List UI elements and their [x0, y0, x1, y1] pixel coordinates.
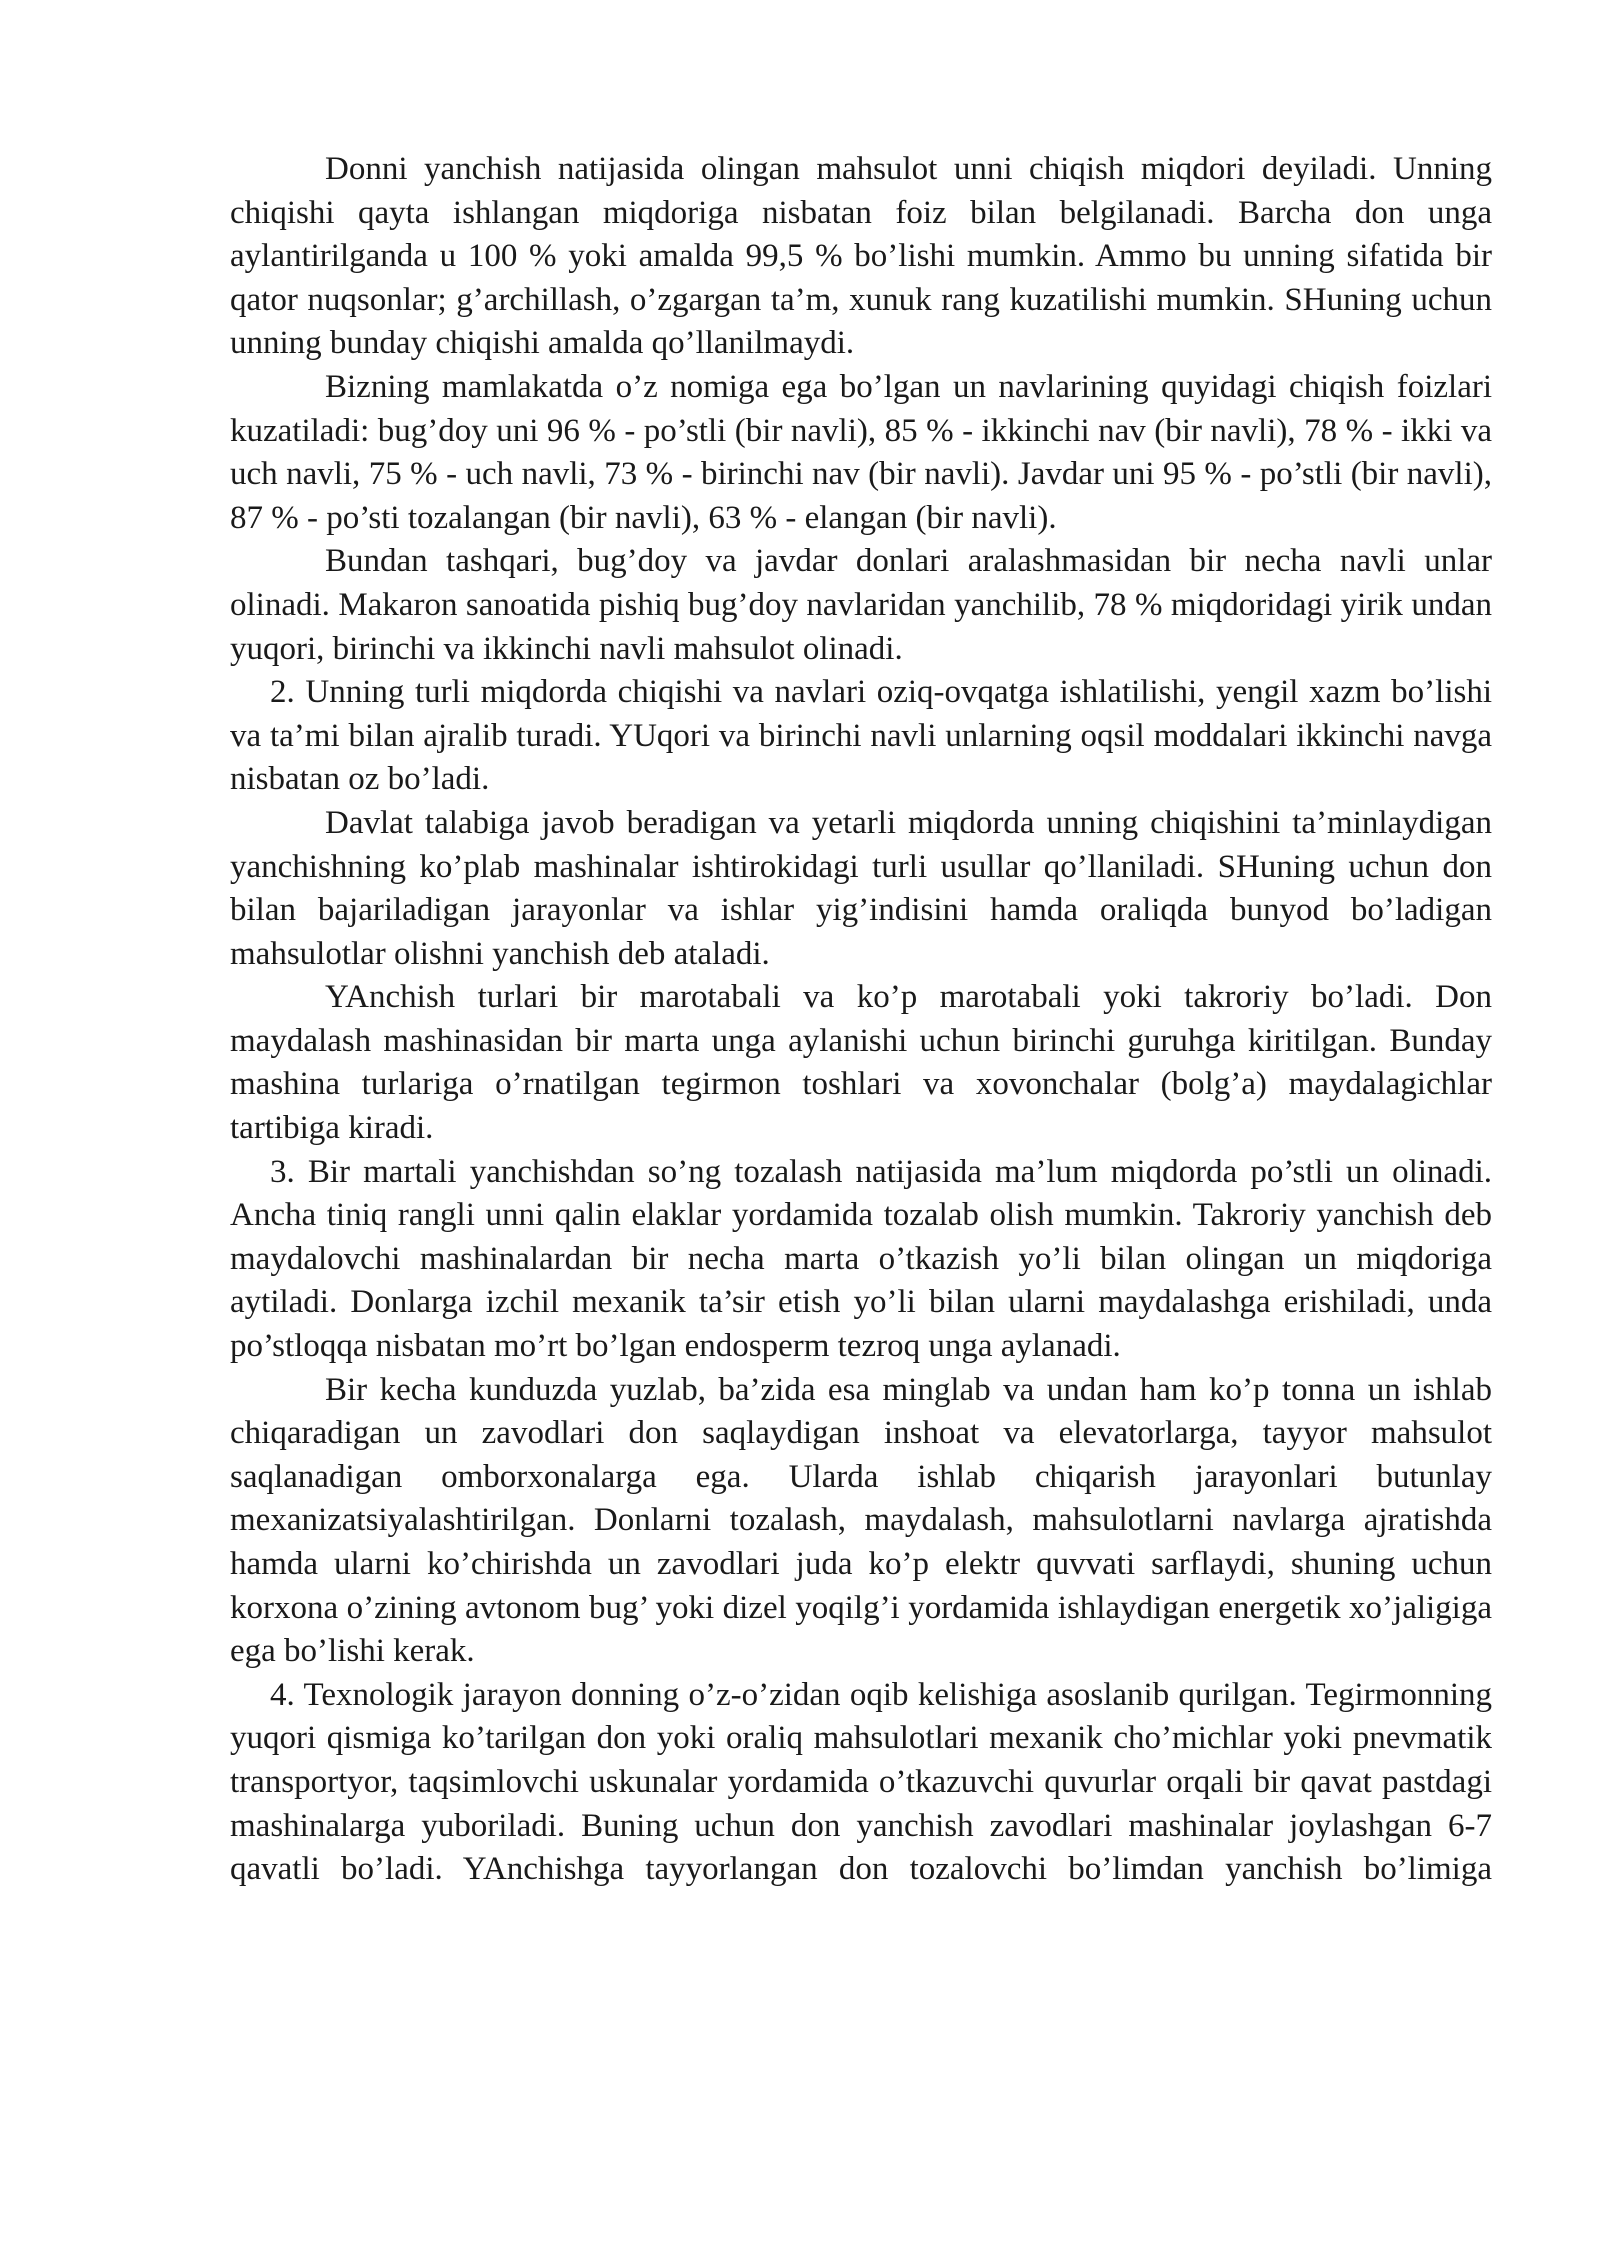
paragraph-item-3: 3. Bir martali yanchishdan so’ng tozalash natijasida ma’lum miqdorda po’stli un olinadi. Ancha tiniq rangli unni qalin elaklar yordamida tozalab olish mumkin. Takroriy yanchish deb maydalovchi mashinalardan bir necha marta o’tkazish yo’li bilan olingan un miqdoriga aytiladi. Donlarga izchil mexanik ta’sir etish yo’li bilan ularni maydalashga erishiladi, unda po’stloqqa nisbatan mo’rt bo’lgan endosperm tezroq unga aylanadi.	[230, 1153, 1492, 1365]
document-page	[230, 148, 1492, 1892]
paragraph-flour-grade-percentages: Bizning mamlakatda o’z nomiga ega bo’lgan un navlarining quyidagi chiqish foizlari kuzatiladi: bug’doy uni 96 % - po’stli (bir navli), 85 % - ikkinchi nav (bir navli), 78 % - ikki va uch navli, 75 % - uch navli, 73 % - birinchi nav (bir navli). Javdar uni 95 % - po’stli (bir navli), 87 % - po’sti tozalangan (bir navli), 63 % - elangan (bir navli).	[230, 368, 1492, 536]
paragraph-mixed-flours: Bundan tashqari, bug’doy va javdar donlari aralashmasidan bir necha navli unlar olinadi. Makaron sanoatida pishiq bug’doy navlaridan yanchilib, 78 % miqdoridagi yirik undan yuqori, birinchi va ikkinchi navli mahsulot olinadi.	[230, 543, 1492, 667]
paragraph-milling-types: YAnchish turlari bir marotabali va ko’p marotabali yoki takroriy bo’ladi. Don maydalash mashinasidan bir marta unga aylanishi uchun birinchi guruhga kiritilgan. Bunday mashina turlariga o’rnatilgan tegirmon toshlari va xovonchalar (bolg’a) maydalagichlar tartibiga kiradi.	[230, 979, 1492, 1147]
paragraph-item-2: 2. Unning turli miqdorda chiqishi va navlari oziq-ovqatga ishlatilishi, yengil xazm bo’lishi va ta’mi bilan ajralib turadi. YUqori va birinchi navli unlarning oqsil moddalari ikkinchi navga nisbatan oz bo’ladi.	[230, 674, 1492, 798]
paragraph-item-4: 4. Texnologik jarayon donning o’z-o’zidan oqib kelishiga asoslanib qurilgan. Tegirmonning yuqori qismiga ko’tarilgan don yoki oraliq mahsulotlari mexanik cho’michlar yoki pnevmatik transportyor, taqsimlovchi uskunalar yordamida o’tkazuvchi quvurlar orqali bir qavat pastdagi mashinalarga yuboriladi. Buning uchun don yanchish zavodlari mashinalar joylashgan 6-7 qavatli bo’ladi. YAnchishga tayyorlangan don tozalovchi bo’limdan yanchish bo’limiga	[230, 1676, 1492, 1888]
paragraph-milling-methods: Davlat talabiga javob beradigan va yetarli miqdorda unning chiqishini ta’minlaydigan yanchishning ko’plab mashinalar ishtirokidagi turli usullar qo’llaniladi. SHuning uchun don bilan bajariladigan jarayonlar va ishlar yig’indisini hamda oraliqda bunyod bo’ladigan mahsulotlar olishni yanchish deb ataladi.	[230, 804, 1492, 972]
paragraph-flour-yield-definition: Donni yanchish natijasida olingan mahsulot unni chiqish miqdori deyiladi. Unning chiqishi qayta ishlangan miqdoriga nisbatan foiz bilan belgilanadi. Barcha don unga aylantirilganda u 100 % yoki amalda 99,5 % bo’lishi mumkin. Ammo bu unning sifatida bir qator nuqsonlar; g’archillash, o’zgargan ta’m, xunuk rang kuzatilishi mumkin. SHuning uchun unning bunday chiqishi amalda qo’llanilmaydi.	[230, 151, 1492, 362]
paragraph-flour-mills: Bir kecha kunduzda yuzlab, ba’zida esa minglab va undan ham ko’p tonna un ishlab chiqaradigan un zavodlari don saqlaydigan inshoat va elevatorlarga, tayyor mahsulot saqlanadigan omborxonalarga ega. Ularda ishlab chiqarish jarayonlari butunlay mexanizatsiyalashtirilgan. Donlarni tozalash, maydalash, mahsulotlarni navlarga ajratishda hamda ularni ko’chirishda un zavodlari juda ko’p elektr quvvati sarflaydi, shuning uchun korxona o’zining avtonom bug’ yoki dizel yoqilg’i yordamida ishlaydigan energetik xo’jaligiga ega bo’lishi kerak.	[230, 1371, 1492, 1670]
